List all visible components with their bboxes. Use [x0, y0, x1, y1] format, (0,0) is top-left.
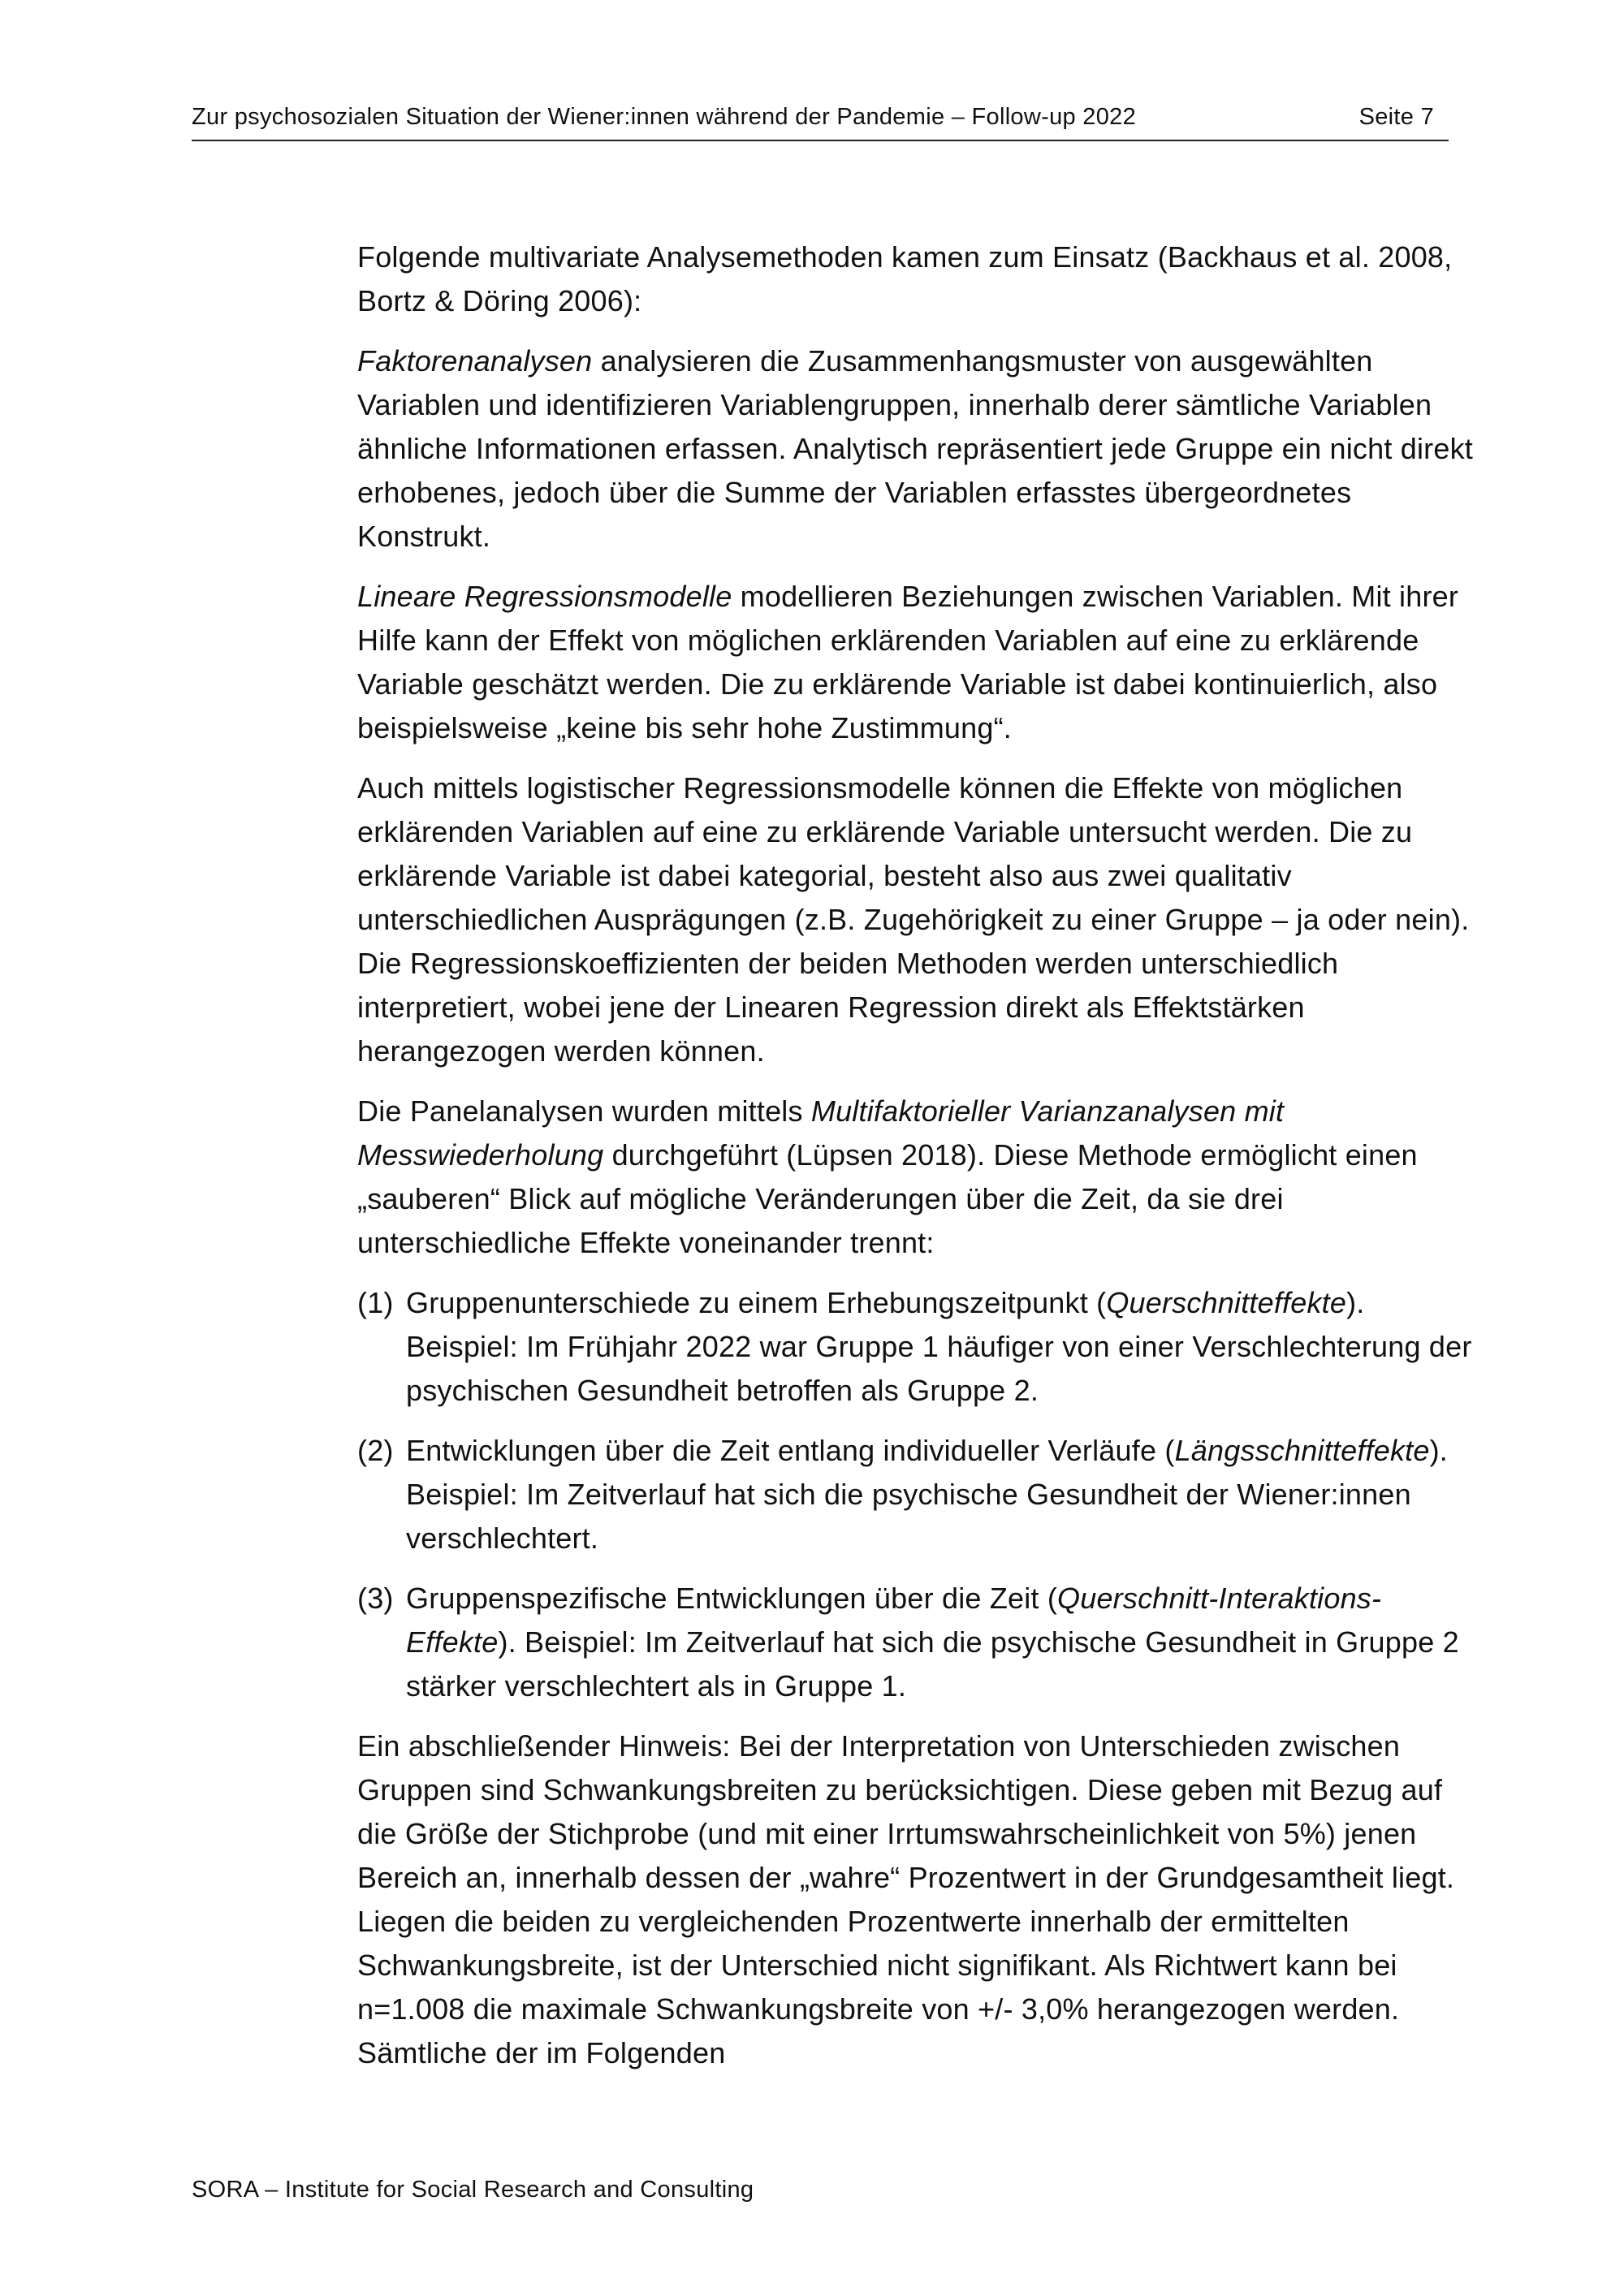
paragraph-panel-analysis	[357, 1090, 1474, 1265]
list-item-text: ). Beispiel: Im Zeitverlauf hat sich die psychische Gesundheit in Gruppe 2 stärker verschlechtert als in Gruppe 1.	[406, 1625, 1459, 1703]
paragraph-factor-analysis-text: analysieren die Zusammenhangsmuster von ausgewählten Variablen und identifizieren Variablengruppen, innerhalb derer sämtliche Variablen ähnliche Informationen erfassen. Analytisch repräsentiert jede Gruppe ein nicht direkt erhobenes, jedoch über die Summe der Variablen erfasstes übergeordnetes Konstrukt.	[357, 344, 1473, 553]
list-item-term: Längsschnitteffekte	[1174, 1434, 1430, 1467]
page-number: Seite 7	[1358, 104, 1434, 130]
term-factor-analysis: Faktorenanalysen	[357, 344, 593, 378]
page-header	[192, 99, 1449, 141]
document-title: Zur psychosozialen Situation der Wiener:innen während der Pandemie – Follow-up 2022	[192, 104, 1136, 130]
list-item	[357, 1429, 1474, 1560]
effects-list	[357, 1281, 1474, 1708]
list-item-term: Querschnitteffekte	[1106, 1286, 1347, 1319]
page-footer: SORA – Institute for Social Research and Consulting	[192, 2177, 754, 2203]
list-item-number: (1)	[357, 1286, 394, 1319]
paragraph-panel-analysis-text: durchgeführt (Lüpsen 2018). Diese Methode ermöglicht einen „sauberen“ Blick auf mögliche Veränderungen über die Zeit, da sie drei unterschiedliche Effekte voneinander trennt:	[357, 1138, 1418, 1259]
list-item	[357, 1281, 1474, 1413]
list-item-text: Gruppenunterschiede zu einem Erhebungszeitpunkt (	[406, 1286, 1107, 1319]
paragraph-logistic-regression: Auch mittels logistischer Regressionsmodelle können die Effekte von möglichen erklärenden Variablen auf eine zu erklärende Variable untersucht werden. Die zu erklärende Variable ist dabei kategorial, besteht also aus zwei qualitativ unterschiedlichen Ausprägungen (z.B. Zugehörigkeit zu einer Gruppe – ja oder nein). Die Regressionskoeffizienten der beiden Methoden werden unterschiedlich interpretiert, wobei jene der Linearen Regression direkt als Effektstärken herangezogen werden können.	[357, 771, 1470, 1068]
paragraph-linear-regression	[357, 575, 1474, 750]
list-item-text: ). Beispiel: Im Zeitverlauf hat sich die psychische Gesundheit der Wiener:innen verschlechtert.	[406, 1434, 1448, 1555]
list-item-text: Entwicklungen über die Zeit entlang individueller Verläufe (	[406, 1434, 1175, 1467]
term-linear-regression: Lineare Regressionsmodelle	[357, 580, 732, 613]
term-anova: Multifaktorieller Varianzanalysen mit Messwiederholung	[357, 1094, 1285, 1172]
paragraph-panel-analysis-pre: Die Panelanalysen wurden mittels	[357, 1094, 811, 1128]
paragraph-intro: Folgende multivariate Analysemethoden kamen zum Einsatz (Backhaus et al. 2008, Bortz & Döring 2006):	[357, 240, 1453, 317]
body-text	[357, 235, 1474, 2091]
paragraph-factor-analysis	[357, 339, 1474, 559]
list-item-text: Gruppenspezifische Entwicklungen über die Zeit (	[406, 1582, 1058, 1615]
list-item-term: Querschnitt-Interaktions-Effekte	[406, 1582, 1382, 1659]
list-item-number: (2)	[357, 1434, 394, 1467]
list-item-text: ). Beispiel: Im Frühjahr 2022 war Gruppe 1 häufiger von einer Verschlechterung der psychischen Gesundheit betroffen als Gruppe 2.	[406, 1286, 1472, 1407]
list-item-number: (3)	[357, 1582, 394, 1615]
paragraph-final-note: Ein abschließender Hinweis: Bei der Interpretation von Unterschieden zwischen Gruppen sind Schwankungsbreiten zu berücksichtigen. Diese geben mit Bezug auf die Größe der Stichprobe (und mit einer Irrtumswahrscheinlichkeit von 5%) jenen Bereich an, innerhalb dessen der „wahre“ Prozentwert in der Grundgesamtheit liegt. Liegen die beiden zu vergleichenden Prozentwerte innerhalb der ermittelten Schwankungsbreite, ist der Unterschied nicht signifikant. Als Richtwert kann bei n=1.008 die maximale Schwankungsbreite von +/- 3,0% herangezogen werden. Sämtliche der im Folgenden	[357, 1729, 1455, 2069]
paragraph-linear-regression-text: modellieren Beziehungen zwischen Variablen. Mit ihrer Hilfe kann der Effekt von möglichen erklärenden Variablen auf eine zu erklärende Variable geschätzt werden. Die zu erklärende Variable ist dabei kontinuierlich, also beispielsweise „keine bis sehr hohe Zustimmung“.	[357, 580, 1459, 744]
list-item	[357, 1577, 1474, 1708]
